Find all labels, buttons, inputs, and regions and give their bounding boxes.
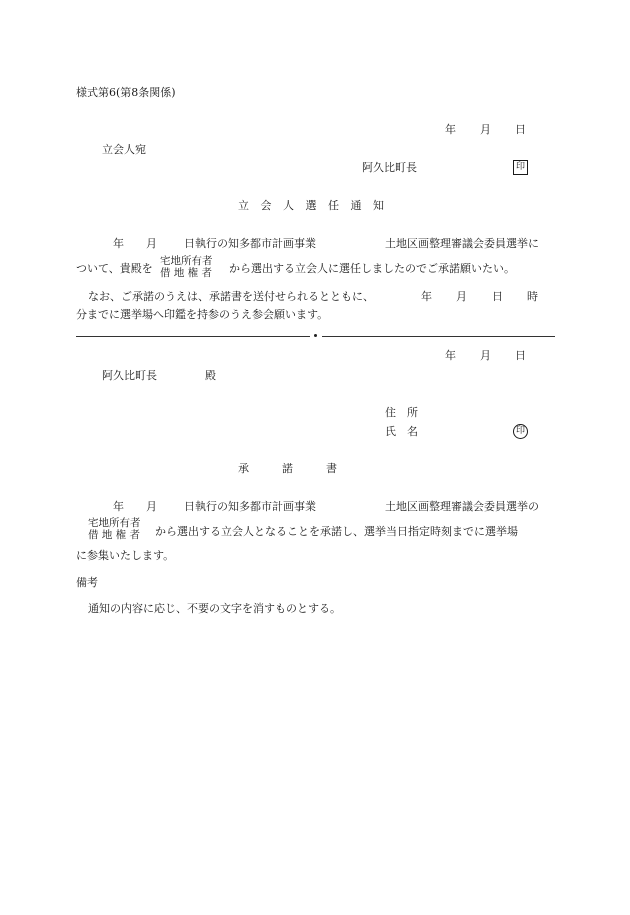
remarks-text: 通知の内容に応じ、不要の文字を消すものとする。 xyxy=(88,602,341,615)
notice-date-year: 年 xyxy=(445,123,456,136)
divider-left xyxy=(76,336,310,337)
accept-line1-year: 年 xyxy=(113,500,124,513)
accept-date-year: 年 xyxy=(445,349,456,362)
remarks-heading: 備考 xyxy=(76,576,98,589)
round-seal-icon: 印 xyxy=(513,424,528,439)
notice-line3-month: 月 xyxy=(456,290,467,303)
accept-line1-text-a: 日執行の知多都市計画事業 xyxy=(184,500,316,513)
notice-line3-text: なお、ご承諾のうえは、承諾書を送付せられるとともに、 xyxy=(88,290,374,303)
notice-line1-text-b: 土地区画整理審議会委員選挙に xyxy=(385,237,539,250)
option-top: 宅地所有者 xyxy=(160,255,213,267)
accept-line2-options xyxy=(88,517,141,541)
notice-date-day: 日 xyxy=(515,123,526,136)
accept-line3: に参集いたします。 xyxy=(76,549,175,562)
notice-sender: 阿久比町長 xyxy=(362,161,417,174)
name-label: 氏 名 xyxy=(385,425,418,438)
accept-date-day: 日 xyxy=(515,349,526,362)
accept-addressee: 阿久比町長 xyxy=(102,369,157,382)
address-label: 住 所 xyxy=(385,406,418,419)
option-bottom: 借 地 権 者 xyxy=(160,267,213,279)
accept-line2-rest: から選出する立会人となることを承諾し、選挙当日指定時刻までに選挙場 xyxy=(155,525,518,538)
accept-honorific: 殿 xyxy=(205,369,216,382)
seal-icon: 印 xyxy=(513,160,528,175)
option-top: 宅地所有者 xyxy=(88,517,141,529)
notice-title: 立 会 人 選 任 通 知 xyxy=(238,199,388,212)
accept-line1-month: 月 xyxy=(146,500,157,513)
notice-line2-options xyxy=(160,255,213,279)
notice-date-month: 月 xyxy=(480,123,491,136)
form-number: 様式第6(第8条関係) xyxy=(76,86,176,99)
notice-line4: 分までに選挙場へ印鑑を持参のうえ参会願います。 xyxy=(76,308,329,321)
notice-line2-rest: から選出する立会人に選任しましたのでご承諾願いたい。 xyxy=(229,262,515,275)
notice-line1-year: 年 xyxy=(113,237,124,250)
divider-dot xyxy=(314,334,317,337)
option-bottom: 借 地 権 者 xyxy=(88,529,141,541)
accept-line1-text-b: 土地区画整理審議会委員選挙の xyxy=(385,500,539,513)
notice-addressee: 立会人宛 xyxy=(102,143,146,156)
notice-line3-day: 日 xyxy=(492,290,503,303)
accept-title: 承 諾 書 xyxy=(238,462,337,475)
notice-line2-prefix: ついて、貴殿を xyxy=(76,262,153,275)
notice-line3-hour: 時 xyxy=(527,290,538,303)
accept-date-month: 月 xyxy=(480,349,491,362)
notice-line1-text-a: 日執行の知多都市計画事業 xyxy=(184,237,316,250)
notice-line1-month: 月 xyxy=(146,237,157,250)
notice-line3-year: 年 xyxy=(421,290,432,303)
divider-right xyxy=(322,336,555,337)
